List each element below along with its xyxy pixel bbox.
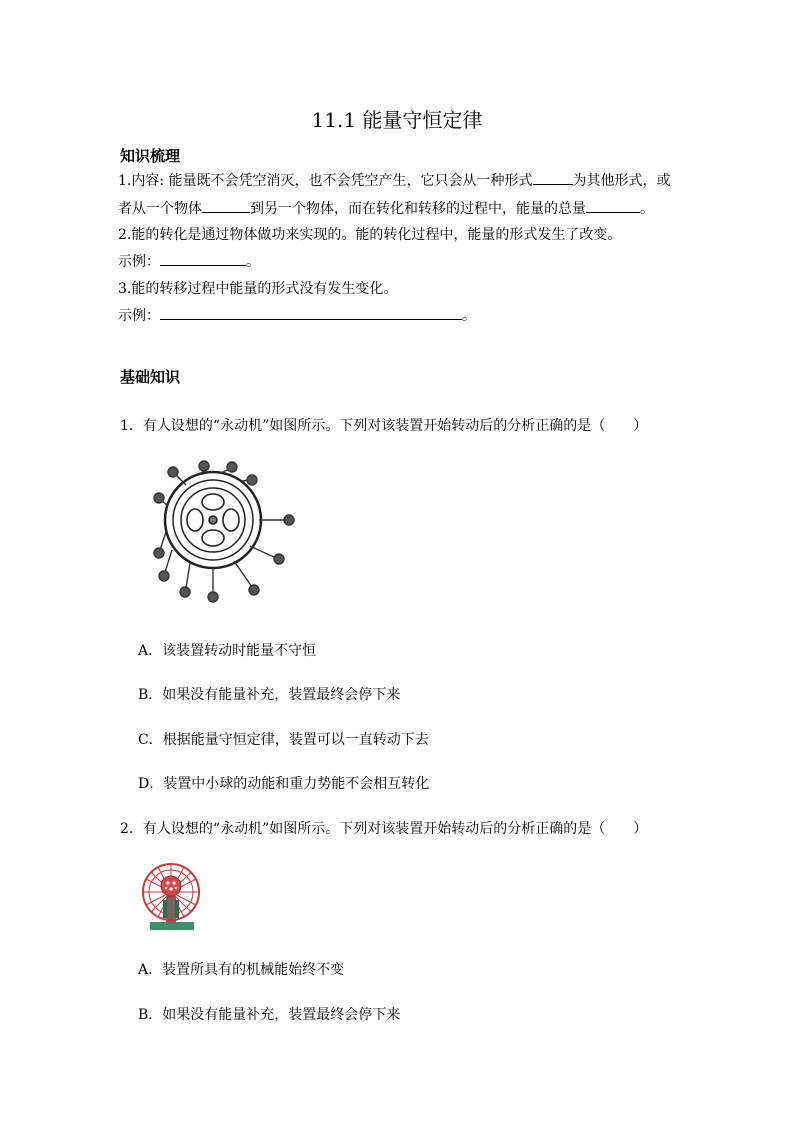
content-line-3: 2.能的转化是通过物体做功来实现的。能的转化过程中，能量的形式发生了改变。 xyxy=(118,227,622,243)
fill-blank-2[interactable] xyxy=(202,198,250,213)
text: 。 xyxy=(246,254,260,270)
content-line-5: 3.能的转移过程中能量的形式没有发生变化。 xyxy=(118,281,398,297)
text: 。 xyxy=(462,308,476,324)
fill-blank-3[interactable] xyxy=(586,198,640,213)
perpetual-motion-wheel-figure xyxy=(146,458,324,610)
q2-option-a[interactable]: A．装置所具有的机械能始终不变 xyxy=(138,962,345,978)
text: 者从一个物体 xyxy=(118,201,202,217)
fill-blank-1[interactable] xyxy=(533,170,573,185)
red-wheel-machine-figure xyxy=(138,856,202,932)
text: 1.内容: 能量既不会凭空消灭，也不会凭空产生，它只会从一种形式 xyxy=(118,173,533,189)
q2-option-b[interactable]: B．如果没有能量补充，装置最终会停下来 xyxy=(138,1007,401,1023)
q1-option-c[interactable]: C．根据能量守恒定律，装置可以一直转动下去 xyxy=(138,732,429,748)
question-1-stem: 1．有人设想的“永动机”如图所示。下列对该装置开始转动后的分析正确的是（ ） xyxy=(120,418,648,434)
text: 示例： xyxy=(118,254,160,270)
content-line-1 xyxy=(118,170,671,190)
example-line-1 xyxy=(118,251,260,271)
text: 为其他形式，或 xyxy=(572,173,671,189)
example-blank-2[interactable] xyxy=(160,305,462,320)
section-heading-basics: 基础知识 xyxy=(120,368,181,386)
q1-option-b[interactable]: B．如果没有能量补充，装置最终会停下来 xyxy=(138,687,401,703)
content-line-2 xyxy=(118,198,654,218)
question-2-stem: 2．有人设想的“永动机”如图所示。下列对该装置开始转动后的分析正确的是（ ） xyxy=(120,821,648,837)
section-heading-knowledge: 知识梳理 xyxy=(120,147,181,165)
page-title: 11.1 能量守恒定律 xyxy=(311,108,483,132)
text: 。 xyxy=(640,201,654,217)
example-line-2 xyxy=(118,305,476,325)
q1-option-a[interactable]: A．该装置转动时能量不守恒 xyxy=(138,643,317,659)
example-blank-1[interactable] xyxy=(160,251,246,266)
text: 到另一个物体，而在转化和转移的过程中，能量的总量 xyxy=(250,201,586,217)
q1-option-d[interactable]: D．装置中小球的动能和重力势能不会相互转化 xyxy=(138,776,430,792)
text: 示例： xyxy=(118,308,160,324)
